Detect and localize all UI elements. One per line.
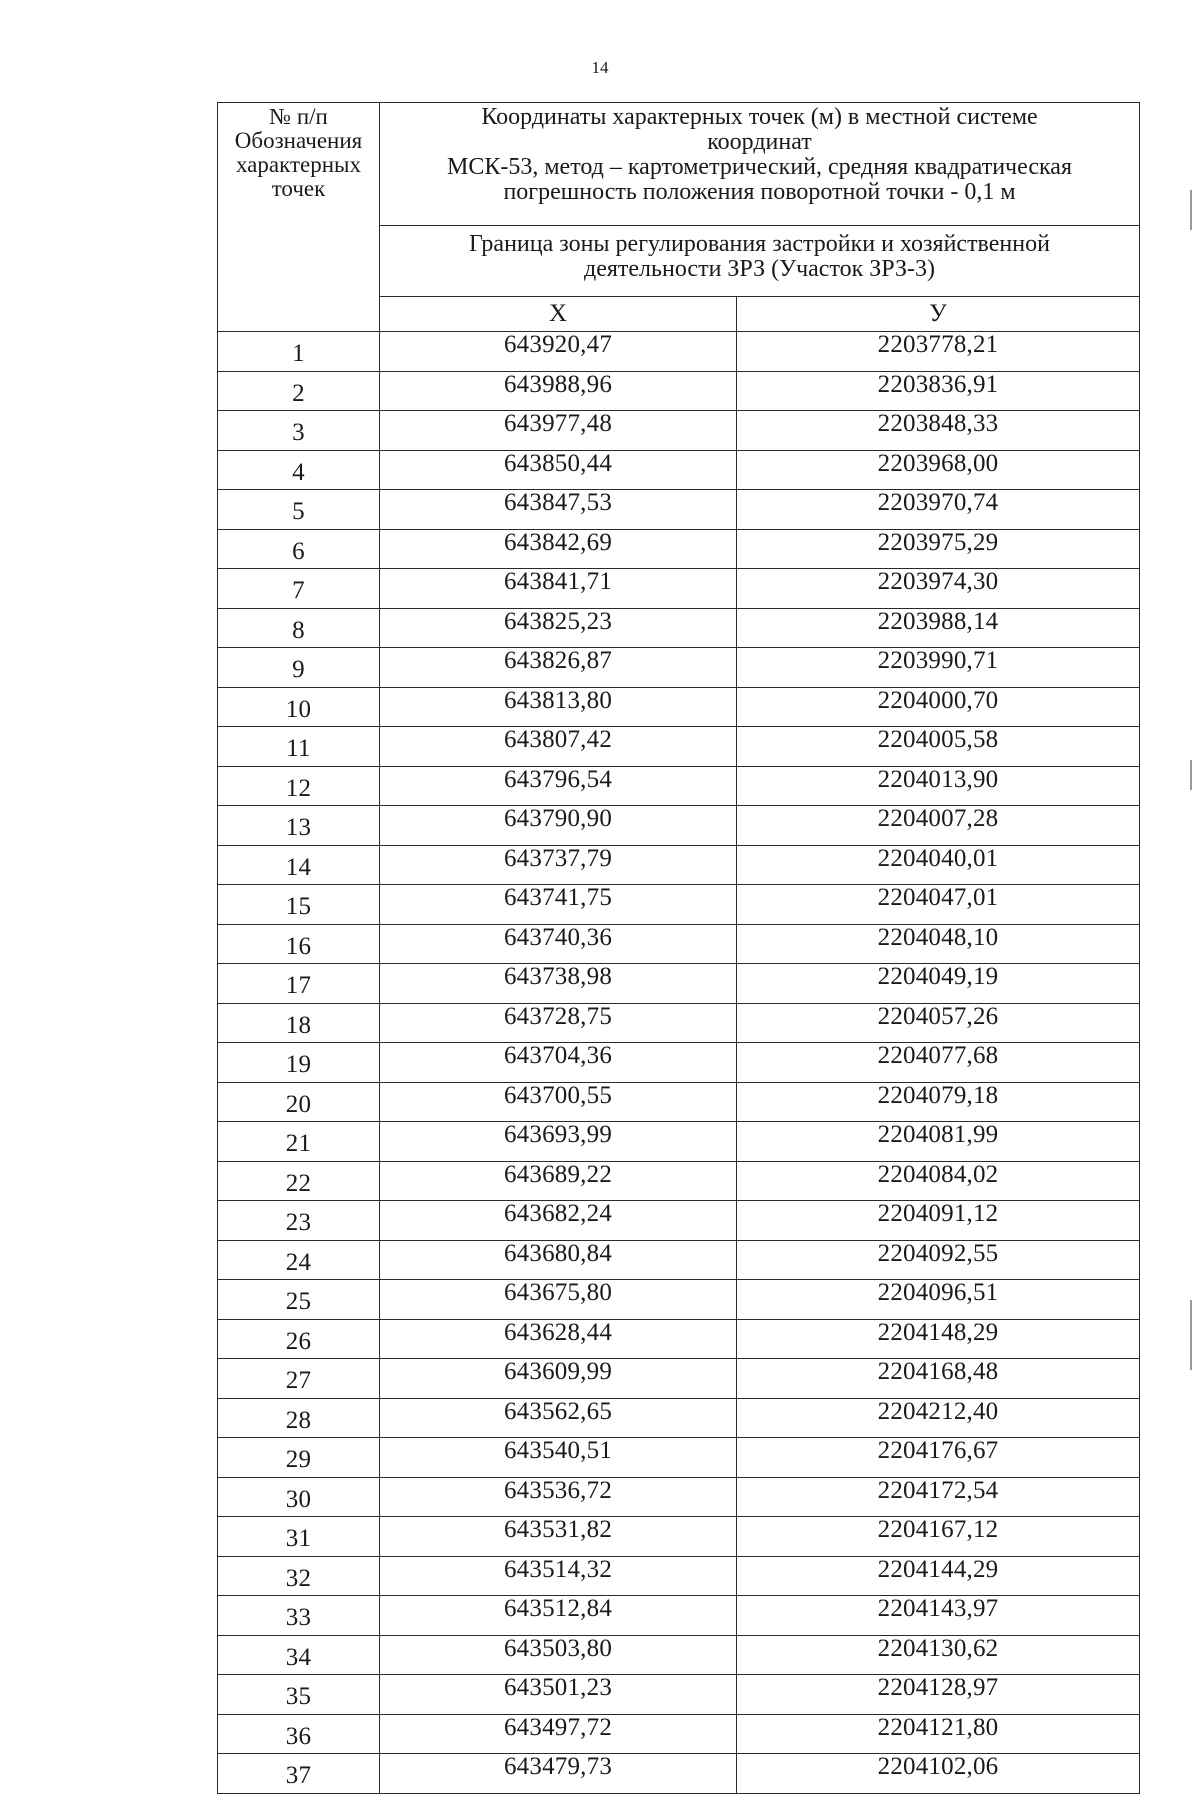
point-number-cell: 8 bbox=[218, 608, 380, 648]
x-coordinate-cell: 643977,48 bbox=[380, 411, 737, 451]
x-coordinate-cell: 643704,36 bbox=[380, 1043, 737, 1083]
x-coordinate-cell: 643503,80 bbox=[380, 1635, 737, 1675]
x-coordinate-cell: 643675,80 bbox=[380, 1280, 737, 1320]
y-coordinate-cell: 2204168,48 bbox=[737, 1359, 1140, 1399]
x-coordinate-cell: 643920,47 bbox=[380, 332, 737, 372]
y-coordinate-cell: 2204102,06 bbox=[737, 1754, 1140, 1794]
table-row bbox=[218, 608, 1140, 648]
y-coordinate-cell: 2203988,14 bbox=[737, 608, 1140, 648]
table-row bbox=[218, 1003, 1140, 1043]
point-number-cell: 23 bbox=[218, 1201, 380, 1241]
table-row bbox=[218, 1754, 1140, 1794]
x-coordinate-cell: 643609,99 bbox=[380, 1359, 737, 1399]
page-number: 14 bbox=[591, 58, 609, 77]
number-header-line: характерных bbox=[235, 152, 361, 177]
point-number-cell: 11 bbox=[218, 727, 380, 767]
y-coordinate-cell: 2204121,80 bbox=[737, 1714, 1140, 1754]
table-row bbox=[218, 1556, 1140, 1596]
y-coordinate-cell: 2204212,40 bbox=[737, 1398, 1140, 1438]
point-number-cell: 7 bbox=[218, 569, 380, 609]
x-coordinate-cell: 643689,22 bbox=[380, 1161, 737, 1201]
y-coordinate-cell: 2204091,12 bbox=[737, 1201, 1140, 1241]
x-column-header: Х bbox=[380, 297, 737, 332]
point-number-cell: 12 bbox=[218, 766, 380, 806]
x-coordinate-cell: 643728,75 bbox=[380, 1003, 737, 1043]
x-coordinate-cell: 643562,65 bbox=[380, 1398, 737, 1438]
table-row bbox=[218, 1201, 1140, 1241]
y-coordinate-cell: 2203836,91 bbox=[737, 371, 1140, 411]
point-number-cell: 25 bbox=[218, 1280, 380, 1320]
x-coordinate-cell: 643813,80 bbox=[380, 687, 737, 727]
point-number-cell: 10 bbox=[218, 687, 380, 727]
y-coordinate-cell: 2203970,74 bbox=[737, 490, 1140, 530]
y-coordinate-cell: 2204143,97 bbox=[737, 1596, 1140, 1636]
x-coordinate-cell: 643536,72 bbox=[380, 1477, 737, 1517]
point-number-cell: 6 bbox=[218, 529, 380, 569]
point-number-cell: 27 bbox=[218, 1359, 380, 1399]
y-coordinate-cell: 2204057,26 bbox=[737, 1003, 1140, 1043]
table-row bbox=[218, 450, 1140, 490]
table-row bbox=[218, 845, 1140, 885]
coordinates-table bbox=[217, 102, 1140, 1794]
x-coordinate-cell: 643700,55 bbox=[380, 1082, 737, 1122]
table-row bbox=[218, 1398, 1140, 1438]
point-number-cell: 34 bbox=[218, 1635, 380, 1675]
y-coordinate-cell: 2204077,68 bbox=[737, 1043, 1140, 1083]
zone-header-line: Граница зоны регулирования застройки и хозяйственной bbox=[469, 231, 1050, 257]
coordinates-header-line: координат bbox=[707, 129, 812, 155]
y-coordinate-cell: 2203974,30 bbox=[737, 569, 1140, 609]
y-coordinate-cell: 2203990,71 bbox=[737, 648, 1140, 688]
point-number-cell: 18 bbox=[218, 1003, 380, 1043]
y-coordinate-cell: 2204048,10 bbox=[737, 924, 1140, 964]
number-header-line: № п/п bbox=[269, 104, 328, 129]
x-coordinate-cell: 643737,79 bbox=[380, 845, 737, 885]
y-coordinate-cell: 2204047,01 bbox=[737, 885, 1140, 925]
x-coordinate-cell: 643807,42 bbox=[380, 727, 737, 767]
x-coordinate-cell: 643826,87 bbox=[380, 648, 737, 688]
x-coordinate-cell: 643682,24 bbox=[380, 1201, 737, 1241]
y-coordinate-cell: 2204013,90 bbox=[737, 766, 1140, 806]
y-coordinate-cell: 2204128,97 bbox=[737, 1675, 1140, 1715]
table-row bbox=[218, 1161, 1140, 1201]
point-number-cell: 20 bbox=[218, 1082, 380, 1122]
point-number-cell: 28 bbox=[218, 1398, 380, 1438]
x-coordinate-cell: 643693,99 bbox=[380, 1122, 737, 1162]
point-number-cell: 16 bbox=[218, 924, 380, 964]
x-coordinate-cell: 643497,72 bbox=[380, 1714, 737, 1754]
x-coordinate-cell: 643841,71 bbox=[380, 569, 737, 609]
y-coordinate-cell: 2204092,55 bbox=[737, 1240, 1140, 1280]
point-number-cell: 1 bbox=[218, 332, 380, 372]
table-row bbox=[218, 806, 1140, 846]
y-coordinate-cell: 2204176,67 bbox=[737, 1438, 1140, 1478]
y-coordinate-cell: 2204084,02 bbox=[737, 1161, 1140, 1201]
y-coordinate-cell: 2204130,62 bbox=[737, 1635, 1140, 1675]
x-coordinate-cell: 643628,44 bbox=[380, 1319, 737, 1359]
point-number-cell: 29 bbox=[218, 1438, 380, 1478]
table-row bbox=[218, 332, 1140, 372]
number-column-header bbox=[218, 103, 380, 332]
point-number-cell: 33 bbox=[218, 1596, 380, 1636]
x-coordinate-cell: 643540,51 bbox=[380, 1438, 737, 1478]
point-number-cell: 35 bbox=[218, 1675, 380, 1715]
table-row bbox=[218, 1517, 1140, 1557]
x-coordinate-cell: 643847,53 bbox=[380, 490, 737, 530]
point-number-cell: 3 bbox=[218, 411, 380, 451]
table-row bbox=[218, 1240, 1140, 1280]
y-column-header: У bbox=[737, 297, 1140, 332]
coordinates-header-line: Координаты характерных точек (м) в местной системе bbox=[481, 104, 1038, 130]
x-coordinate-cell: 643850,44 bbox=[380, 450, 737, 490]
y-coordinate-cell: 2204148,29 bbox=[737, 1319, 1140, 1359]
point-number-cell: 5 bbox=[218, 490, 380, 530]
table-row bbox=[218, 964, 1140, 1004]
x-coordinate-cell: 643790,90 bbox=[380, 806, 737, 846]
scan-edge-mark bbox=[1190, 760, 1192, 790]
x-coordinate-cell: 643825,23 bbox=[380, 608, 737, 648]
y-coordinate-cell: 2204167,12 bbox=[737, 1517, 1140, 1557]
table-row bbox=[218, 1319, 1140, 1359]
point-number-cell: 37 bbox=[218, 1754, 380, 1794]
table-row bbox=[218, 1359, 1140, 1399]
x-coordinate-cell: 643501,23 bbox=[380, 1675, 737, 1715]
y-coordinate-cell: 2204144,29 bbox=[737, 1556, 1140, 1596]
coordinates-header-line: МСК-53, метод – картометрический, средняя квадратическая bbox=[447, 154, 1072, 180]
table-row bbox=[218, 1477, 1140, 1517]
point-number-cell: 24 bbox=[218, 1240, 380, 1280]
point-number-cell: 4 bbox=[218, 450, 380, 490]
table-row bbox=[218, 648, 1140, 688]
y-coordinate-cell: 2204079,18 bbox=[737, 1082, 1140, 1122]
scan-edge-mark bbox=[1190, 190, 1192, 230]
table-row bbox=[218, 885, 1140, 925]
point-number-cell: 15 bbox=[218, 885, 380, 925]
point-number-cell: 13 bbox=[218, 806, 380, 846]
table-row bbox=[218, 1122, 1140, 1162]
table-row bbox=[218, 1635, 1140, 1675]
y-coordinate-cell: 2203975,29 bbox=[737, 529, 1140, 569]
table-row bbox=[218, 1082, 1140, 1122]
y-coordinate-cell: 2204096,51 bbox=[737, 1280, 1140, 1320]
point-number-cell: 14 bbox=[218, 845, 380, 885]
table-row bbox=[218, 371, 1140, 411]
x-coordinate-cell: 643988,96 bbox=[380, 371, 737, 411]
y-coordinate-cell: 2204007,28 bbox=[737, 806, 1140, 846]
header-row-main bbox=[218, 103, 1140, 226]
scan-edge-mark bbox=[1190, 1300, 1192, 1370]
table-row bbox=[218, 490, 1140, 530]
y-coordinate-cell: 2204172,54 bbox=[737, 1477, 1140, 1517]
table-row bbox=[218, 727, 1140, 767]
x-coordinate-cell: 643680,84 bbox=[380, 1240, 737, 1280]
zone-header bbox=[380, 226, 1140, 297]
y-coordinate-cell: 2204005,58 bbox=[737, 727, 1140, 767]
table-row bbox=[218, 1280, 1140, 1320]
x-coordinate-cell: 643479,73 bbox=[380, 1754, 737, 1794]
y-coordinate-cell: 2204049,19 bbox=[737, 964, 1140, 1004]
table-row bbox=[218, 924, 1140, 964]
x-coordinate-cell: 643738,98 bbox=[380, 964, 737, 1004]
x-coordinate-cell: 643514,32 bbox=[380, 1556, 737, 1596]
x-coordinate-cell: 643531,82 bbox=[380, 1517, 737, 1557]
x-coordinate-cell: 643740,36 bbox=[380, 924, 737, 964]
point-number-cell: 22 bbox=[218, 1161, 380, 1201]
y-coordinate-cell: 2204000,70 bbox=[737, 687, 1140, 727]
y-coordinate-cell: 2203968,00 bbox=[737, 450, 1140, 490]
x-coordinate-cell: 643741,75 bbox=[380, 885, 737, 925]
point-number-cell: 17 bbox=[218, 964, 380, 1004]
table-row bbox=[218, 411, 1140, 451]
table-row bbox=[218, 1043, 1140, 1083]
coordinates-header bbox=[380, 103, 1140, 226]
point-number-cell: 2 bbox=[218, 371, 380, 411]
table-row bbox=[218, 1675, 1140, 1715]
point-number-cell: 21 bbox=[218, 1122, 380, 1162]
point-number-cell: 9 bbox=[218, 648, 380, 688]
y-coordinate-cell: 2203778,21 bbox=[737, 332, 1140, 372]
table-row bbox=[218, 529, 1140, 569]
number-header-line: точек bbox=[271, 176, 326, 201]
point-number-cell: 31 bbox=[218, 1517, 380, 1557]
table-row bbox=[218, 569, 1140, 609]
point-number-cell: 30 bbox=[218, 1477, 380, 1517]
point-number-cell: 32 bbox=[218, 1556, 380, 1596]
y-coordinate-cell: 2204081,99 bbox=[737, 1122, 1140, 1162]
table-row bbox=[218, 1596, 1140, 1636]
x-coordinate-cell: 643842,69 bbox=[380, 529, 737, 569]
point-number-cell: 26 bbox=[218, 1319, 380, 1359]
x-coordinate-cell: 643512,84 bbox=[380, 1596, 737, 1636]
point-number-cell: 19 bbox=[218, 1043, 380, 1083]
table-row bbox=[218, 687, 1140, 727]
y-coordinate-cell: 2204040,01 bbox=[737, 845, 1140, 885]
y-coordinate-cell: 2203848,33 bbox=[737, 411, 1140, 451]
table-row bbox=[218, 1438, 1140, 1478]
coordinates-header-line: погрешность положения поворотной точки - 0,1 м bbox=[503, 179, 1016, 205]
zone-header-line: деятельности ЗРЗ (Участок ЗРЗ-3) bbox=[584, 256, 935, 282]
table-row bbox=[218, 766, 1140, 806]
x-coordinate-cell: 643796,54 bbox=[380, 766, 737, 806]
table-row bbox=[218, 1714, 1140, 1754]
number-header-line: Обозначения bbox=[234, 128, 363, 153]
point-number-cell: 36 bbox=[218, 1714, 380, 1754]
